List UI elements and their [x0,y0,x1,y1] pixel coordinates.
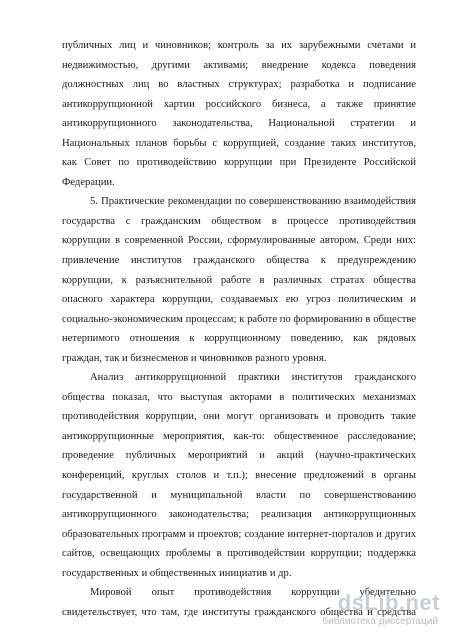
text-line: опасного характера коррупции, создаваемых ею угроз политическим и [62,294,416,306]
text-line: проведение публичных мероприятий и акций (научно-практических [62,450,416,462]
watermark-logo: dsLib.net [337,590,440,615]
document-body [62,36,416,617]
text-line: антикоррупционного законодательства; реализация антикоррупционных [62,509,416,521]
text-line: государственных и общественных инициатив и др. [62,567,292,579]
text-line: государственной и муниципальной власти по совершенствованию [62,489,416,501]
text-line: коррупции в современной России, сформулированные автором. Среди них: [62,235,416,247]
text-line: антикоррупционной хартии российского бизнеса, а также принятие [62,98,416,110]
text-line: должностных лиц во властных структурах; разработка и подписание [62,79,416,91]
text-line: образовательных программ и проектов; создание интернет-порталов и других [62,528,416,540]
text-line: 5. Практические рекомендации по совершенствованию взаимодействия [90,196,416,208]
text-line: как Совет по противодействию коррупции при Президенте Российской [62,157,416,169]
text-line: социально-экономическим процессам; к работе по формированию в обществе [62,313,416,325]
text-line: привлечение институтов гражданского общества к предупреждению [62,255,416,267]
text-line: Федерации. [62,176,115,188]
text-line: сайтов, освещающих проблемы в противодействии коррупции; поддержка [62,548,416,560]
text-line: Анализ антикоррупционной практики институтов гражданского [90,372,416,384]
text-line: общества показал, что выступая акторами в политических механизмах [62,391,416,403]
text-line: антикоррупционного законодательства, Национальной стратегии и [62,118,416,130]
text-line: государства с гражданским обществом в процессе противодействия [62,215,416,227]
site-watermark [308,591,440,631]
text-line: антикоррупционные мероприятия, как-то: общественное расследование; [62,430,416,442]
watermark-caption: библиотека диссертаций [322,616,438,627]
text-line: публичных лиц и чиновников; контроль за их зарубежными счетами и [62,40,416,51]
text-line: граждан, так и бизнесменов и чиновников разного уровня. [62,352,327,364]
text-line: коррупции, к разъяснительной работе в различных стратах общества [62,274,416,286]
text-line: Национальных планов борьбы с коррупцией, создание таких институтов, [62,137,416,149]
text-line: Мировой опыт противодействия коррупции убедительно [90,587,416,599]
text-line: недвижимостью, другими активами; внедрение кодекса поведения [62,59,416,71]
text-line: противодействия коррупции, они могут организовать и проводить такие [62,411,416,423]
text-line: свидетельствует, что там, где институты гражданского общества и средства [62,606,416,617]
text-line: нетерпимого отношения к коррупционному поведению, как рядовых [62,333,416,345]
text-line: конференций, круглых столов и т.п.); внесение предложений в органы [62,470,416,482]
